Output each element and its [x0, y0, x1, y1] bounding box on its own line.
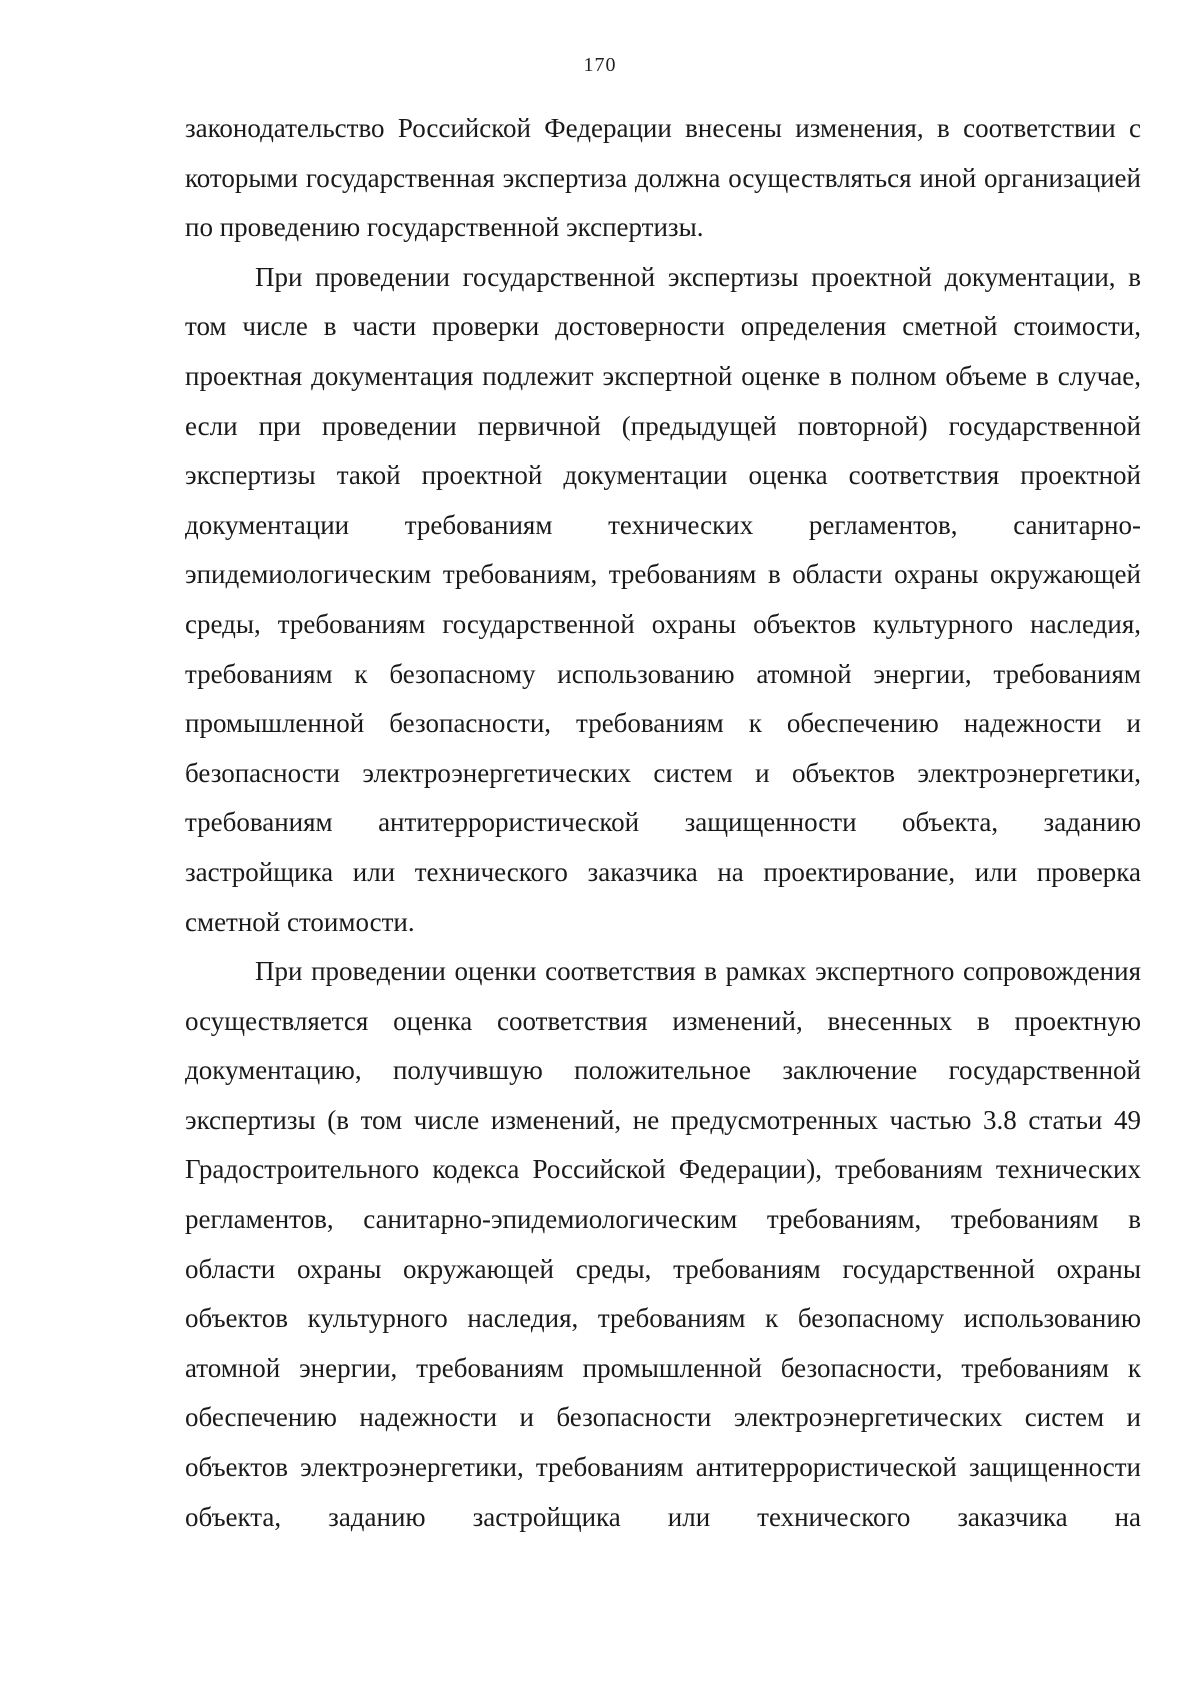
document-body — [185, 104, 1141, 1542]
paragraph-expert-support: При проведении оценки соответствия в рамках экспертного сопровождения осуществляется оценка соответствия изменений, внесенных в проектную документацию, получившую положительное заключение государственной экспертизы (в том числе изменений, не предусмотренных частью 3.8 статьи 49 Градостроительного кодекса Российской Федерации), требованиям технических регламентов, санитарно-эпидемиологическим требованиям, требованиям в области охраны окружающей среды, требованиям государственной охраны объектов культурного наследия, требованиям к безопасному использованию атомной энергии, требованиям промышленной безопасности, требованиям к обеспечению надежности и безопасности электроэнергетических систем и объектов электроэнергетики, требованиям антитеррористической защищенности объекта, заданию застройщика или технического заказчика на — [185, 956, 1141, 1532]
paragraph-continuation: законодательство Российской Федерации внесены изменения, в соответствии с которыми государственная экспертиза должна осуществляться иной организацией по проведению государственной экспертизы. — [185, 113, 1141, 243]
page-number: 170 — [583, 54, 617, 76]
paragraph-full-review: При проведении государственной экспертизы проектной документации, в том числе в части проверки достоверности определения сметной стоимости, проектная документация подлежит экспертной оценке в полном объеме в случае, если при проведении первичной (предыдущей повторной) государственной экспертизы такой проектной документации оценка соответствия проектной документации требованиям технических регламентов, санитарно-эпидемиологическим требованиям, требованиям в области охраны окружающей среды, требованиям государственной охраны объектов культурного наследия, требованиям к безопасному использованию атомной энергии, требованиям промышленной безопасности, требованиям к обеспечению надежности и безопасности электроэнергетических систем и объектов электроэнергетики, требованиям антитеррористической защищенности объекта, заданию застройщика или технического заказчика на проектирование, или проверка сметной стоимости. — [185, 261, 1141, 937]
